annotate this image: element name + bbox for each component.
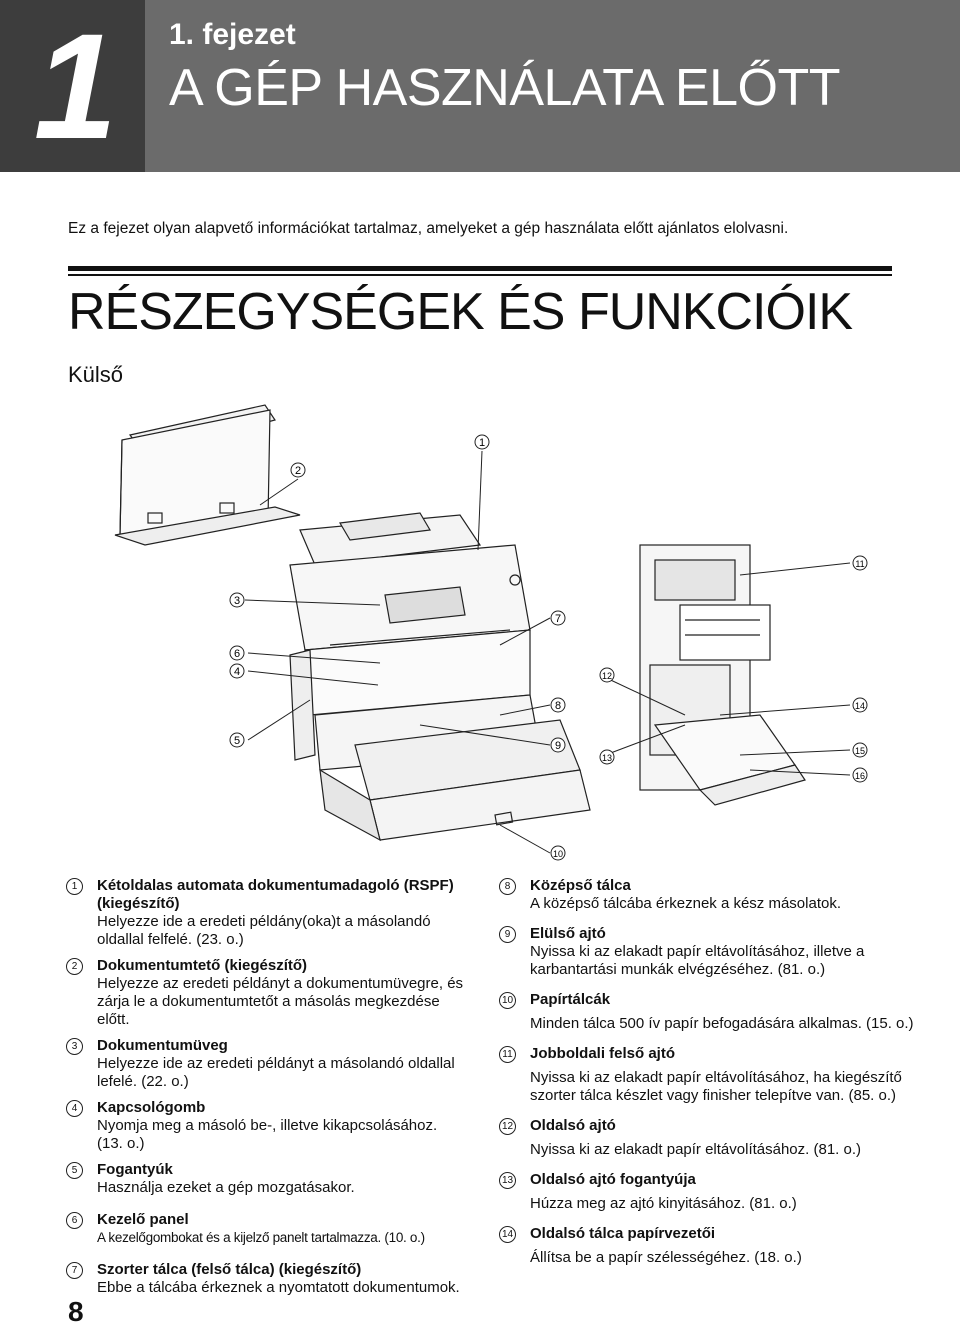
item-name: Kétoldalas automata dokumentumadagoló (RSPF) (kiegészítő) xyxy=(97,877,454,912)
item-number: 4 xyxy=(66,1100,83,1117)
chapter-label: 1. fejezet xyxy=(169,18,296,51)
chapter-header xyxy=(145,0,960,172)
item-desc: Használja ezeket a gép mozgatásakor. xyxy=(97,1179,355,1196)
callout-10: 10 xyxy=(552,849,564,859)
item-number: 9 xyxy=(499,926,516,943)
list-item xyxy=(66,1261,466,1297)
item-name: Dokumentumtető (kiegészítő) xyxy=(97,957,308,974)
list-item xyxy=(66,1037,466,1091)
callout-8: 8 xyxy=(554,700,562,712)
item-desc: Minden tálca 500 ív papír befogadására alkalmas. (15. o.) xyxy=(530,1015,914,1032)
chapter-title: A GÉP HASZNÁLATA ELŐTT xyxy=(169,59,840,117)
list-item xyxy=(499,1171,919,1213)
item-number: 14 xyxy=(499,1226,516,1243)
list-item xyxy=(66,1161,466,1197)
list-item xyxy=(66,1211,466,1247)
parts-list-right xyxy=(499,877,919,1267)
list-item xyxy=(499,877,919,913)
chapter-number: 1 xyxy=(0,0,145,172)
list-item xyxy=(499,1045,919,1105)
list-item xyxy=(66,1099,466,1153)
item-name: Szorter tálca (felső tálca) (kiegészítő) xyxy=(97,1261,362,1278)
callout-11: 11 xyxy=(855,559,865,569)
callout-12: 12 xyxy=(601,671,613,681)
item-number: 10 xyxy=(499,992,516,1009)
page-number: 8 xyxy=(68,1296,84,1327)
item-name: Kezelő panel xyxy=(97,1211,189,1228)
item-number: 3 xyxy=(66,1038,83,1055)
callout-14: 14 xyxy=(854,701,866,711)
section-rule xyxy=(68,266,892,271)
item-desc: Nyissa ki az elakadt papír eltávolításához, ha kiegészítő szorter tálca készlet vagy finisher telepítve van. (85. o.) xyxy=(530,1069,902,1104)
list-item xyxy=(66,957,466,1029)
item-number: 6 xyxy=(66,1212,83,1229)
item-number: 8 xyxy=(499,878,516,895)
item-desc: Helyezze ide a eredeti példány(oka)t a másolandó oldallal felfelé. (23. o.) xyxy=(97,913,431,948)
copier-illustration xyxy=(100,395,900,865)
callout-9: 9 xyxy=(554,740,562,752)
callout-5: 5 xyxy=(233,735,241,747)
item-desc: Nyissa ki az elakadt papír eltávolításához. (81. o.) xyxy=(530,1141,861,1158)
item-desc: Húzza meg az ajtó kinyitásához. (81. o.) xyxy=(530,1195,797,1212)
callout-3: 3 xyxy=(233,595,241,607)
item-number: 5 xyxy=(66,1162,83,1179)
item-name: Elülső ajtó xyxy=(530,925,606,942)
callout-15: 15 xyxy=(854,746,866,756)
item-name: Oldalsó ajtó fogantyúja xyxy=(530,1171,696,1188)
item-number: 13 xyxy=(499,1172,516,1189)
item-name: Papírtálcák xyxy=(530,991,611,1008)
item-desc: A középső tálcába érkeznek a kész másolatok. xyxy=(530,895,842,912)
item-name: Kapcsológomb xyxy=(97,1099,206,1116)
item-number: 7 xyxy=(66,1262,83,1279)
callout-7: 7 xyxy=(554,613,562,625)
item-desc: Helyezze az eredeti példányt a dokumentumüvegre, és zárja le a dokumentumtetőt a másolás megkezdése előtt. xyxy=(97,975,464,1028)
callout-16: 16 xyxy=(854,771,866,781)
item-name: Dokumentumüveg xyxy=(97,1037,228,1054)
list-item xyxy=(66,877,466,949)
callout-6: 6 xyxy=(233,648,241,660)
item-number: 2 xyxy=(66,958,83,975)
list-item xyxy=(499,1225,919,1267)
callout-13: 13 xyxy=(601,753,613,763)
callout-1: 1 xyxy=(478,437,486,449)
callout-4: 4 xyxy=(233,666,241,678)
item-desc: Nyissa ki az elakadt papír eltávolításához, illetve a karbantartási munkák elvégzéséhez. (81. o.) xyxy=(530,943,865,978)
subsection-title: Külső xyxy=(68,362,124,387)
section-title: RÉSZEGYSÉGEK ÉS FUNKCIÓIK xyxy=(68,283,853,341)
callout-2: 2 xyxy=(294,465,302,477)
item-number: 11 xyxy=(499,1046,516,1063)
item-name: Oldalsó ajtó xyxy=(530,1117,616,1134)
list-item xyxy=(499,991,919,1033)
item-desc: A kezelőgombokat és a kijelző panelt tartalmazza. (10. o.) xyxy=(97,1230,425,1245)
list-item xyxy=(499,1117,919,1159)
section-rule-thin xyxy=(68,274,892,276)
list-item xyxy=(499,925,919,979)
item-name: Középső tálca xyxy=(530,877,631,894)
item-desc: Helyezze ide az eredeti példányt a másolandó oldallal lefelé. (22. o.) xyxy=(97,1055,455,1090)
item-number: 1 xyxy=(66,878,83,895)
parts-list-left xyxy=(66,877,466,1297)
item-desc: Nyomja meg a másoló be-, illetve kikapcsolásához. (13. o.) xyxy=(97,1117,438,1152)
item-desc: Állítsa be a papír szélességéhez. (18. o.) xyxy=(530,1249,802,1266)
intro-text: Ez a fejezet olyan alapvető információkat tartalmaz, amelyeket a gép használata előtt ajánlatos elolvasni. xyxy=(68,220,789,237)
item-number: 12 xyxy=(499,1118,516,1135)
item-name: Fogantyúk xyxy=(97,1161,173,1178)
item-name: Jobboldali felső ajtó xyxy=(530,1045,676,1062)
item-name: Oldalsó tálca papírvezetői xyxy=(530,1225,716,1242)
item-desc: Ebbe a tálcába érkeznek a nyomtatott dokumentumok. xyxy=(97,1279,460,1296)
